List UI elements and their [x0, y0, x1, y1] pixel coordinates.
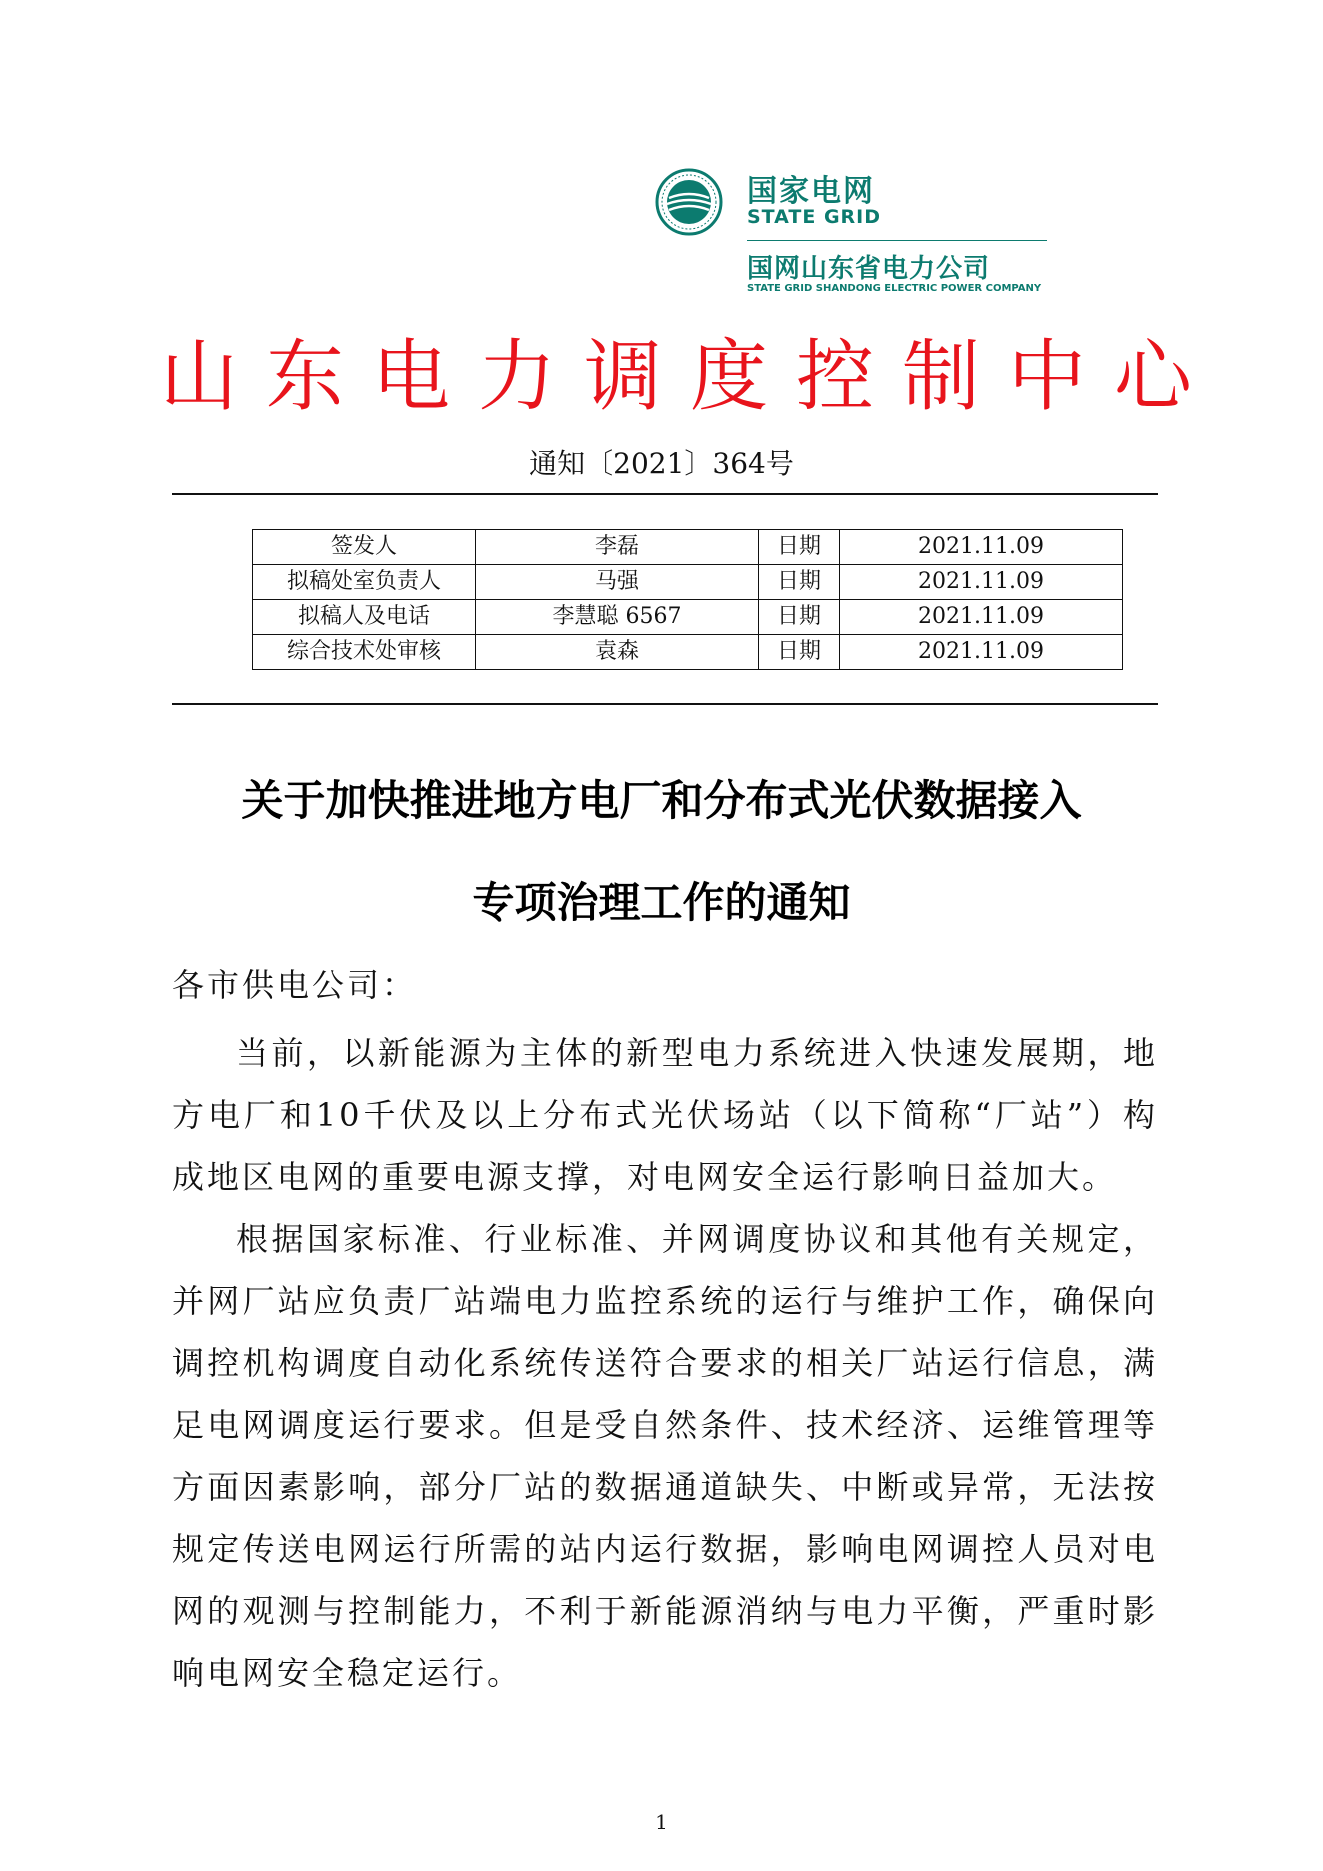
approval-table	[252, 529, 1123, 670]
logo-en-name: STATE GRID	[747, 206, 882, 228]
logo-cn-name: 国家电网	[747, 174, 875, 209]
notice-title-line-2: 专项治理工作的通知	[472, 878, 851, 927]
table-row	[253, 635, 1123, 670]
role-cell: 综合技术处审核	[253, 635, 476, 670]
date-cell: 2021.11.09	[840, 565, 1123, 600]
date-cell: 2021.11.09	[840, 635, 1123, 670]
masthead-divider	[172, 493, 1158, 495]
name-cell: 李慧聪 6567	[476, 600, 759, 635]
table-row	[253, 530, 1123, 565]
role-cell: 拟稿人及电话	[253, 600, 476, 635]
body-paragraph: 根据国家标准、行业标准、并网调度协议和其他有关规定，并网厂站应负责厂站端电力监控系统的运行与维护工作，确保向调控机构调度自动化系统传送符合要求的相关厂站运行信息，满足电网调度运行要求。但是受自然条件、技术经济、运维管理等方面因素影响，部分厂站的数据通道缺失、中断或异常，无法按规定传送电网运行所需的站内运行数据，影响电网调控人员对电网的观测与控制能力，不利于新能源消纳与电力平衡，严重时影响电网安全稳定运行。	[172, 1220, 1158, 1692]
document-number: 通知〔2021〕364号	[529, 447, 794, 480]
name-cell: 李磊	[476, 530, 759, 565]
name-cell: 马强	[476, 565, 759, 600]
state-grid-emblem-icon	[655, 168, 723, 236]
table-divider	[172, 703, 1158, 705]
date-label-cell: 日期	[759, 600, 840, 635]
logo-divider	[747, 240, 1047, 241]
role-cell: 签发人	[253, 530, 476, 565]
role-cell: 拟稿处室负责人	[253, 565, 476, 600]
logo-en-company: STATE GRID SHANDONG ELECTRIC POWER COMPANY	[747, 283, 1042, 294]
body-paragraph: 当前，以新能源为主体的新型电力系统进入快速发展期，地方电厂和10千伏及以上分布式光伏场站（以下简称“厂站”）构成地区电网的重要电源支撑，对电网安全运行影响日益加大。	[172, 1034, 1158, 1196]
table-row	[253, 600, 1123, 635]
state-grid-logo	[655, 162, 1050, 302]
date-label-cell: 日期	[759, 530, 840, 565]
date-label-cell: 日期	[759, 635, 840, 670]
date-cell: 2021.11.09	[840, 530, 1123, 565]
date-cell: 2021.11.09	[840, 600, 1123, 635]
salutation: 各市供电公司：	[172, 966, 418, 1004]
notice-title-line-1: 关于加快推进地方电厂和分布式光伏数据接入	[241, 776, 1082, 825]
page-number: 1	[655, 1810, 668, 1834]
notice-body	[172, 1022, 1158, 1704]
logo-cn-company: 国网山东省电力公司	[747, 254, 991, 284]
masthead-title: 山东电力调度控制中心	[160, 332, 1221, 422]
table-row	[253, 565, 1123, 600]
name-cell: 袁森	[476, 635, 759, 670]
date-label-cell: 日期	[759, 565, 840, 600]
